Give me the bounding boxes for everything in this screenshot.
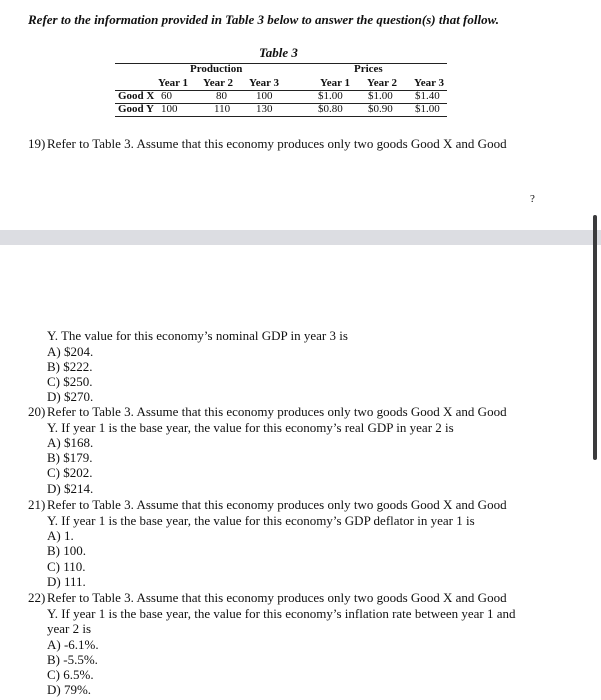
page-break-band: [0, 230, 601, 245]
question-22-stem-line2: Y. If year 1 is the base year, the value for this economy’s inflation rate between year 1 and: [47, 606, 516, 621]
question-22-number: 22): [28, 590, 46, 605]
question-20-option: A) $168.: [47, 435, 94, 450]
table-top-rule: [115, 63, 447, 64]
row-label: Good X: [118, 90, 155, 102]
question-21-option: A) 1.: [47, 528, 74, 543]
question-22-stem-line3: year 2 is: [47, 621, 92, 636]
question-20-option: C) $202.: [47, 465, 93, 480]
table-cell: 110: [214, 103, 231, 115]
question-19-option: B) $222.: [47, 359, 93, 374]
cursor-mark-icon: ?: [530, 193, 535, 205]
question-20-stem-line2: Y. If year 1 is the base year, the value for this economy’s real GDP in year 2 is: [47, 420, 454, 435]
table-cell: $0.80: [318, 103, 343, 115]
col-header: Year 2: [203, 77, 234, 89]
row-label: Good Y: [118, 103, 154, 115]
question-22-option: D) 79%.: [47, 682, 92, 697]
col-header: Year 2: [367, 77, 398, 89]
table-cell: 100: [256, 90, 273, 102]
group-header-production: Production: [190, 63, 243, 75]
question-20-option: D) $214.: [47, 481, 94, 496]
table-cell: $1.00: [368, 90, 393, 102]
table-cell: 130: [256, 103, 273, 115]
question-21-option: B) 100.: [47, 543, 86, 558]
col-header: Year 1: [158, 77, 189, 89]
vertical-scrollbar[interactable]: [593, 215, 597, 460]
table-bottom-rule: [115, 116, 447, 117]
question-19-stem-line1: Refer to Table 3. Assume that this economy produces only two goods Good X and Good: [47, 136, 507, 151]
table-cell: 80: [216, 90, 227, 102]
question-20-number: 20): [28, 404, 46, 419]
table-cell: 100: [161, 103, 178, 115]
question-21-option: D) 111.: [47, 574, 86, 589]
question-21-stem-line2: Y. If year 1 is the base year, the value for this economy’s GDP deflator in year 1 is: [47, 513, 475, 528]
group-header-prices: Prices: [354, 63, 383, 75]
col-header: Year 3: [414, 77, 445, 89]
question-19-option: D) $270.: [47, 389, 94, 404]
question-22-option: C) 6.5%.: [47, 667, 94, 682]
intro-instruction: Refer to the information provided in Table 3 below to answer the question(s) that follow.: [28, 12, 500, 27]
question-19-number: 19): [28, 136, 46, 151]
table-cell: 60: [161, 90, 172, 102]
question-20-option: B) $179.: [47, 450, 93, 465]
table-cell: $1.40: [415, 90, 440, 102]
question-22-stem-line1: Refer to Table 3. Assume that this economy produces only two goods Good X and Good: [47, 590, 507, 605]
question-22-option: A) -6.1%.: [47, 637, 99, 652]
table-title: Table 3: [259, 45, 298, 60]
question-19-option: C) $250.: [47, 374, 93, 389]
table-cell: $1.00: [318, 90, 343, 102]
table-cell: $1.00: [415, 103, 440, 115]
question-21-number: 21): [28, 497, 46, 512]
question-21-option: C) 110.: [47, 559, 86, 574]
col-header: Year 1: [320, 77, 351, 89]
question-20-stem-line1: Refer to Table 3. Assume that this economy produces only two goods Good X and Good: [47, 404, 507, 419]
question-21-stem-line1: Refer to Table 3. Assume that this economy produces only two goods Good X and Good: [47, 497, 507, 512]
table-cell: $0.90: [368, 103, 393, 115]
col-header: Year 3: [249, 77, 280, 89]
question-19-option: A) $204.: [47, 344, 94, 359]
question-19-stem-line2: Y. The value for this economy’s nominal GDP in year 3 is: [47, 328, 348, 343]
question-22-option: B) -5.5%.: [47, 652, 98, 667]
